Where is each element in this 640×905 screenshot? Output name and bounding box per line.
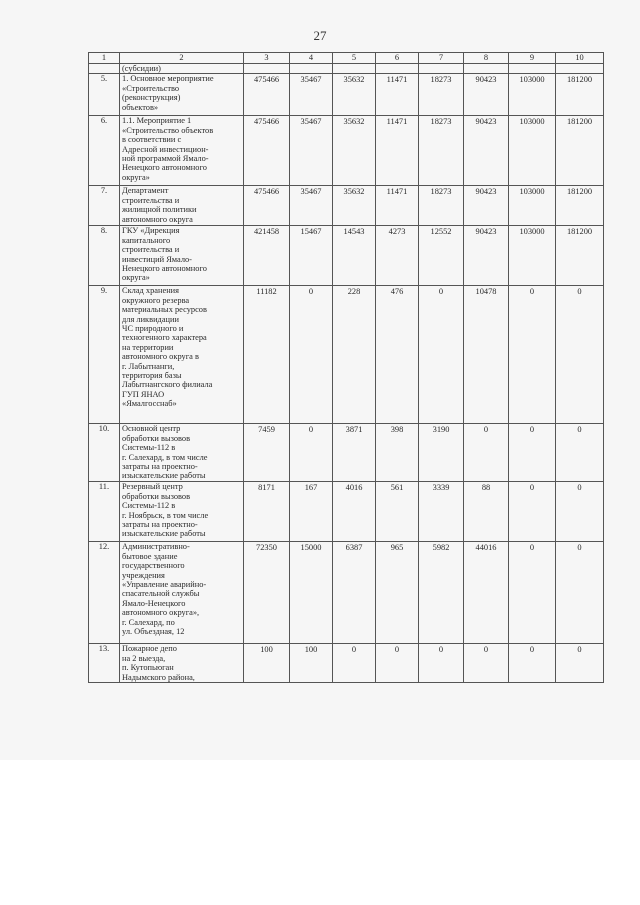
value-cell: 181200 <box>556 116 604 186</box>
row-number: 5. <box>89 74 120 116</box>
value-cell: 8171 <box>244 482 290 542</box>
value-cell: 475466 <box>244 74 290 116</box>
row-name: 1.1. Мероприятие 1 «Строительство объектов в соответствии с Адресной инвестицион- ной программой Ямало- Ненецкого автономного округа» <box>120 116 244 186</box>
row-name: 1. Основное мероприятие «Строительство (реконструкция) объектов» <box>120 74 244 116</box>
value-cell: 35467 <box>290 116 333 186</box>
row-name: Пожарное депо на 2 выезда, п. Кутопьюган Надымского района, <box>120 644 244 683</box>
table-row <box>89 424 604 482</box>
value-cell: 0 <box>556 286 604 424</box>
value-cell: 476 <box>376 286 419 424</box>
value-cell: 0 <box>419 644 464 683</box>
value-cell: 0 <box>290 424 333 482</box>
value-cell: 35632 <box>333 74 376 116</box>
value-cell: 0 <box>333 644 376 683</box>
value-cell: 10478 <box>464 286 509 424</box>
value-cell <box>509 64 556 74</box>
value-cell: 228 <box>333 286 376 424</box>
value-cell <box>419 64 464 74</box>
value-cell: 35467 <box>290 74 333 116</box>
table-header-row <box>89 53 604 64</box>
column-header: 9 <box>509 53 556 64</box>
column-header: 1 <box>89 53 120 64</box>
value-cell: 0 <box>509 644 556 683</box>
value-cell <box>290 64 333 74</box>
value-cell: 103000 <box>509 74 556 116</box>
value-cell: 7459 <box>244 424 290 482</box>
value-cell: 0 <box>509 542 556 644</box>
blank-margin <box>0 760 640 905</box>
value-cell: 421458 <box>244 226 290 286</box>
column-header: 5 <box>333 53 376 64</box>
row-number: 13. <box>89 644 120 683</box>
value-cell: 11471 <box>376 186 419 226</box>
row-number: 7. <box>89 186 120 226</box>
column-header: 8 <box>464 53 509 64</box>
value-cell: 100 <box>244 644 290 683</box>
value-cell <box>556 64 604 74</box>
value-cell: 103000 <box>509 116 556 186</box>
row-number: 6. <box>89 116 120 186</box>
value-cell: 15000 <box>290 542 333 644</box>
table-row <box>89 542 604 644</box>
value-cell: 15467 <box>290 226 333 286</box>
value-cell: 0 <box>464 644 509 683</box>
value-cell: 90423 <box>464 226 509 286</box>
value-cell: 0 <box>556 644 604 683</box>
column-header: 2 <box>120 53 244 64</box>
value-cell: 90423 <box>464 186 509 226</box>
value-cell: 3339 <box>419 482 464 542</box>
row-name: Склад хранения окружного резерва материальных ресурсов для ликвидации ЧС природного и техногенного характера на территории автономного округа в г. Лабытнанги, территория базы Лабытнангского филиала ГУП ЯНАО «Ямалгосснаб» <box>120 286 244 424</box>
value-cell: 167 <box>290 482 333 542</box>
value-cell: 103000 <box>509 186 556 226</box>
value-cell <box>464 64 509 74</box>
value-cell: 0 <box>509 482 556 542</box>
value-cell: 965 <box>376 542 419 644</box>
row-number: 9. <box>89 286 120 424</box>
row-name: Административно- бытовое здание государственного учреждения «Управление аварийно- спасательной службы Ямало-Ненецкого автономного округа», г. Салехард, по ул. Объездная, 12 <box>120 542 244 644</box>
column-header: 6 <box>376 53 419 64</box>
row-number <box>89 64 120 74</box>
value-cell: 181200 <box>556 226 604 286</box>
table-row <box>89 186 604 226</box>
value-cell: 90423 <box>464 116 509 186</box>
table-row <box>89 74 604 116</box>
value-cell: 35632 <box>333 186 376 226</box>
column-header: 7 <box>419 53 464 64</box>
value-cell: 0 <box>290 286 333 424</box>
value-cell: 14543 <box>333 226 376 286</box>
value-cell: 11182 <box>244 286 290 424</box>
value-cell: 11471 <box>376 74 419 116</box>
table-row <box>89 64 604 74</box>
value-cell: 11471 <box>376 116 419 186</box>
value-cell: 475466 <box>244 186 290 226</box>
column-header: 4 <box>290 53 333 64</box>
value-cell: 0 <box>556 482 604 542</box>
value-cell: 3871 <box>333 424 376 482</box>
row-number: 8. <box>89 226 120 286</box>
value-cell: 18273 <box>419 116 464 186</box>
value-cell: 12552 <box>419 226 464 286</box>
value-cell: 90423 <box>464 74 509 116</box>
value-cell: 18273 <box>419 186 464 226</box>
value-cell: 100 <box>290 644 333 683</box>
value-cell <box>333 64 376 74</box>
value-cell: 0 <box>509 286 556 424</box>
value-cell: 4273 <box>376 226 419 286</box>
value-cell <box>244 64 290 74</box>
value-cell: 181200 <box>556 186 604 226</box>
row-number: 12. <box>89 542 120 644</box>
value-cell: 181200 <box>556 74 604 116</box>
table-row <box>89 644 604 683</box>
page-number: 27 <box>313 28 327 43</box>
value-cell: 0 <box>464 424 509 482</box>
row-name: Департамент строительства и жилищной политики автономного округа <box>120 186 244 226</box>
row-number: 10. <box>89 424 120 482</box>
value-cell: 5982 <box>419 542 464 644</box>
value-cell: 35467 <box>290 186 333 226</box>
value-cell: 72350 <box>244 542 290 644</box>
row-name: ГКУ «Дирекция капитального строительства и инвестиций Ямало- Ненецкого автономного округа» <box>120 226 244 286</box>
column-header: 3 <box>244 53 290 64</box>
table-row <box>89 116 604 186</box>
value-cell: 35632 <box>333 116 376 186</box>
value-cell: 103000 <box>509 226 556 286</box>
value-cell: 398 <box>376 424 419 482</box>
value-cell: 0 <box>556 542 604 644</box>
value-cell: 0 <box>376 644 419 683</box>
value-cell: 3190 <box>419 424 464 482</box>
row-name: Резервный центр обработки вызовов Системы-112 в г. Ноябрьск, в том числе затраты на проектно- изыскательские работы <box>120 482 244 542</box>
value-cell: 475466 <box>244 116 290 186</box>
value-cell: 44016 <box>464 542 509 644</box>
table-row <box>89 226 604 286</box>
value-cell: 4016 <box>333 482 376 542</box>
value-cell: 18273 <box>419 74 464 116</box>
row-name: (субсидии) <box>120 64 244 74</box>
value-cell: 0 <box>419 286 464 424</box>
row-name: Основной центр обработки вызовов Системы-112 в г. Салехард, в том числе затраты на проектно- изыскательские работы <box>120 424 244 482</box>
value-cell: 561 <box>376 482 419 542</box>
value-cell: 6387 <box>333 542 376 644</box>
value-cell: 0 <box>556 424 604 482</box>
column-header: 10 <box>556 53 604 64</box>
value-cell <box>376 64 419 74</box>
table-row <box>89 482 604 542</box>
value-cell: 88 <box>464 482 509 542</box>
table-row <box>89 286 604 424</box>
value-cell: 0 <box>509 424 556 482</box>
row-number: 11. <box>89 482 120 542</box>
budget-table <box>88 52 604 683</box>
